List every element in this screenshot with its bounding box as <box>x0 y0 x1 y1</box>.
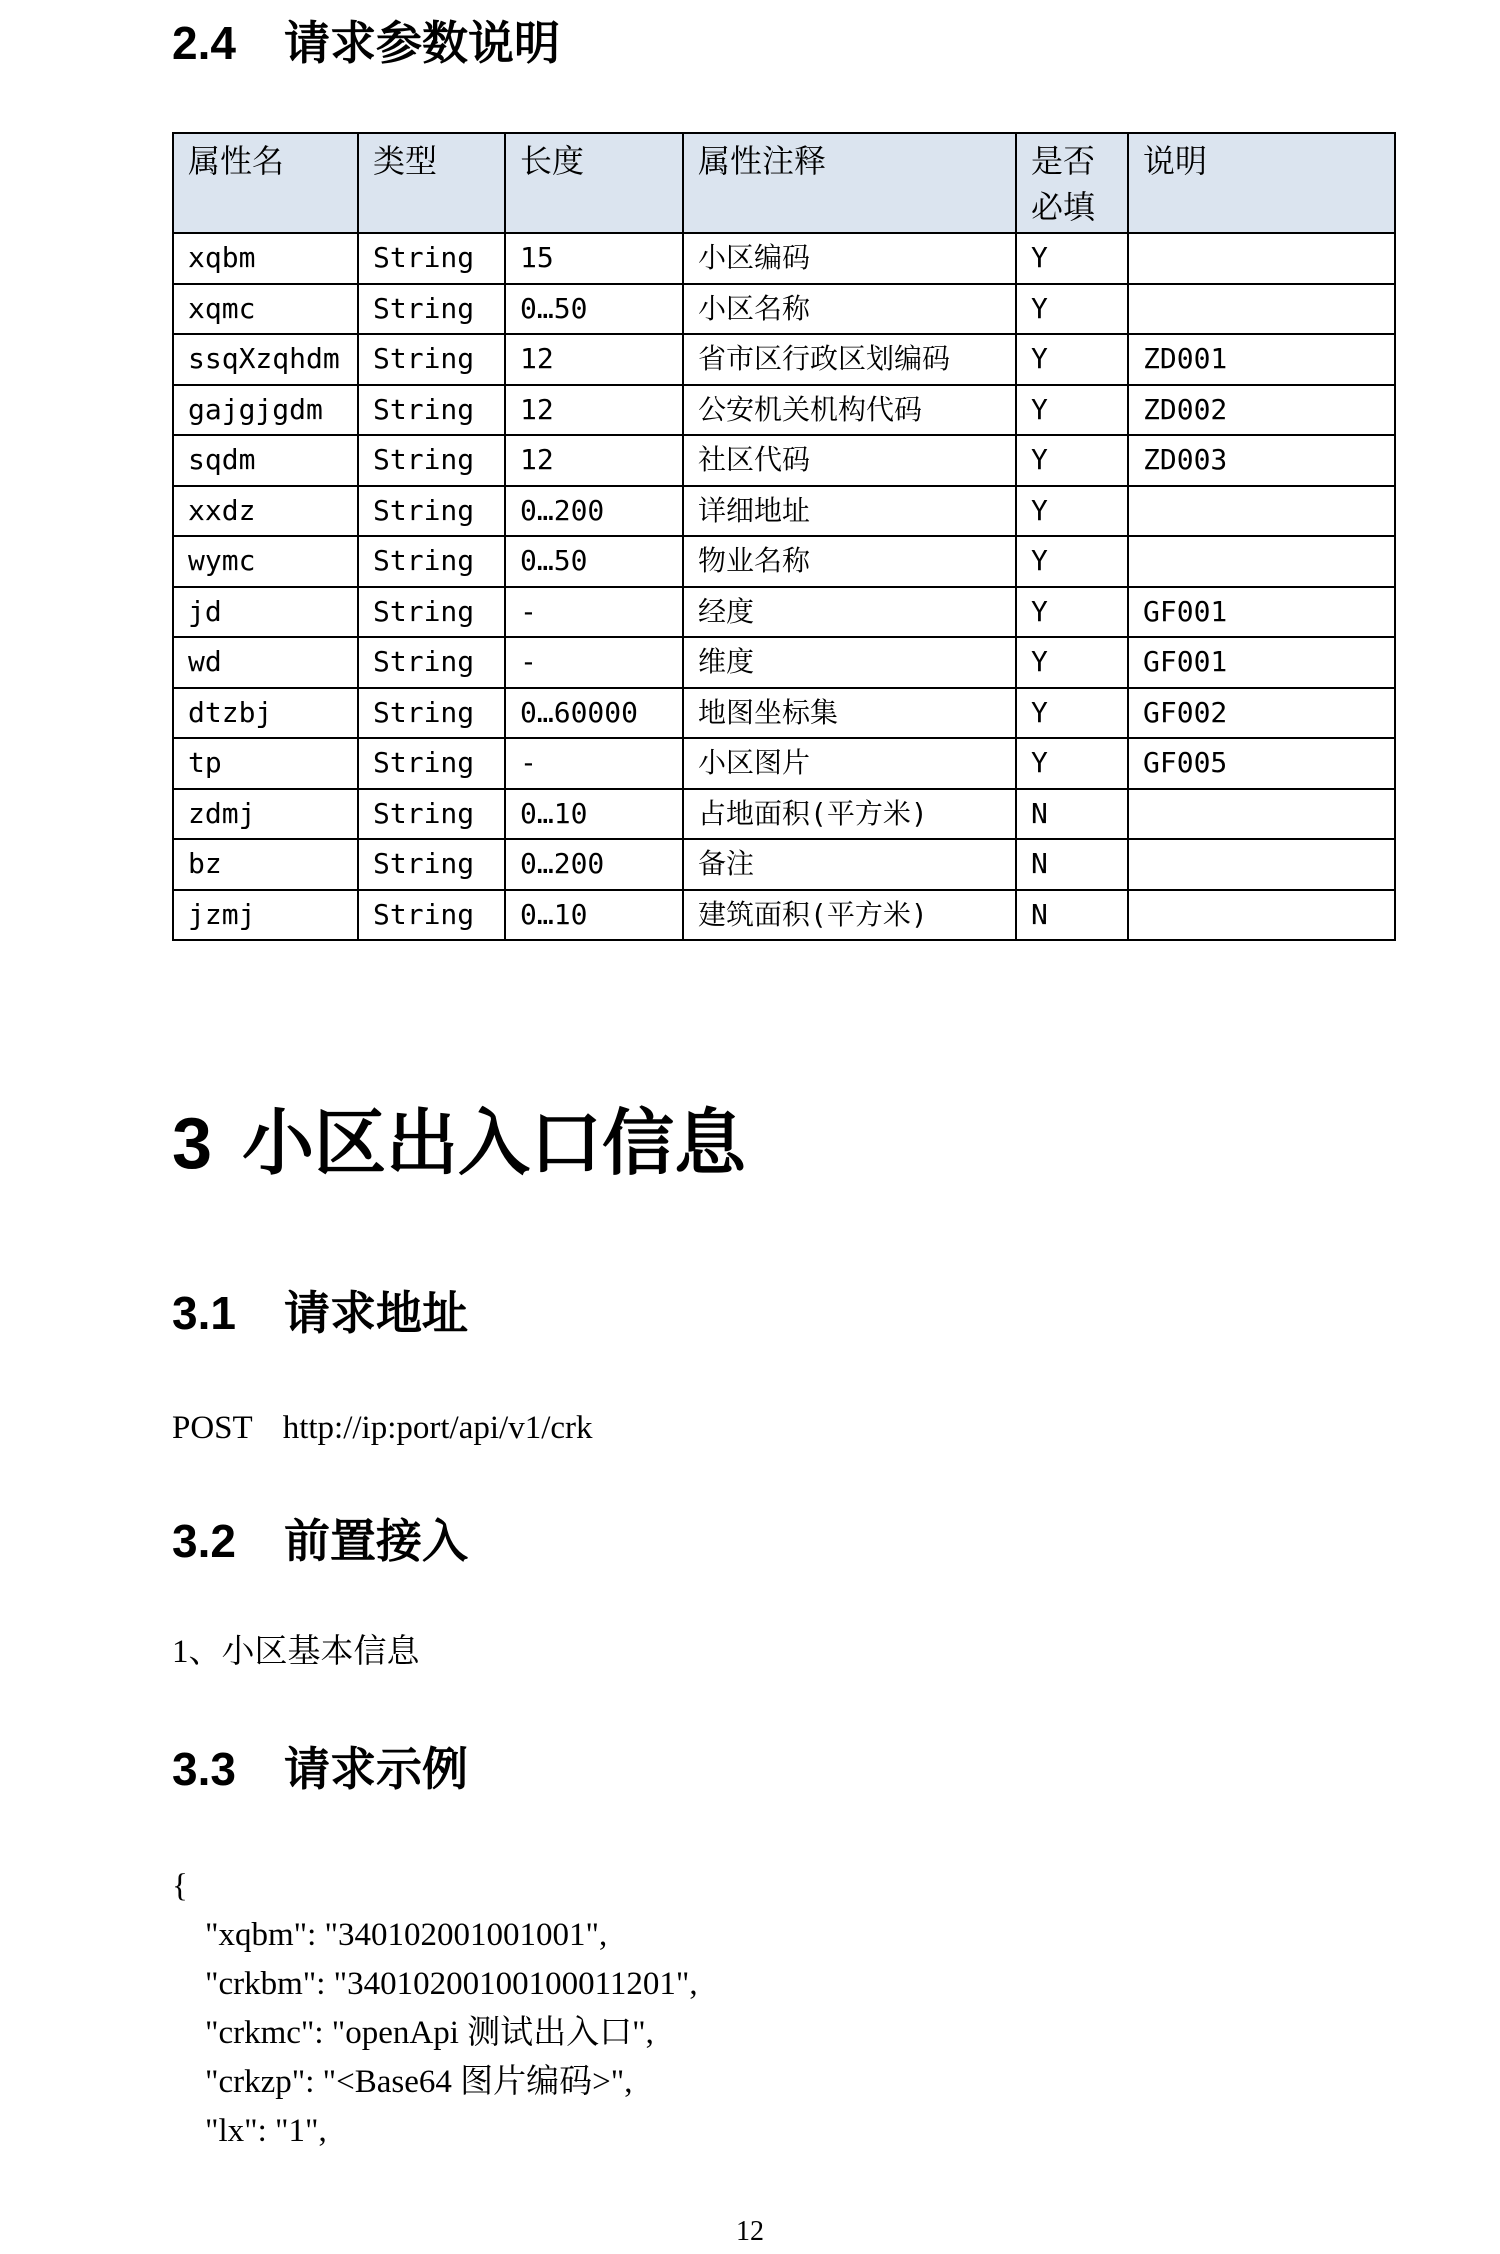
header-attr-comment: 属性注释 <box>683 133 1016 233</box>
section-heading-2-4 <box>172 17 560 69</box>
http-method: POST <box>172 1410 253 1446</box>
cell-attr-name: tp <box>173 738 358 789</box>
table-row <box>173 587 1395 638</box>
table-row <box>173 839 1395 890</box>
request-example-code <box>172 1862 698 2156</box>
table-header-row <box>173 133 1395 233</box>
cell-description: GF005 <box>1128 738 1395 789</box>
cell-required: Y <box>1016 435 1128 486</box>
cell-description <box>1128 890 1395 941</box>
cell-required: Y <box>1016 738 1128 789</box>
table-row <box>173 789 1395 840</box>
cell-description <box>1128 486 1395 537</box>
cell-type: String <box>358 284 505 335</box>
code-line: "xqbm": "340102001001001", <box>172 1917 608 1953</box>
cell-description <box>1128 789 1395 840</box>
code-line: "lx": "1", <box>172 2113 327 2149</box>
table-body <box>173 233 1395 940</box>
header-type: 类型 <box>358 133 505 233</box>
cell-required: Y <box>1016 536 1128 587</box>
cell-type: String <box>358 435 505 486</box>
section-heading-3-1 <box>172 1287 468 1339</box>
table-row <box>173 435 1395 486</box>
cell-length: 0…10 <box>505 890 683 941</box>
code-line: "crkzp": "<Base64 图片编码>", <box>172 2064 633 2100</box>
cell-attr-name: sqdm <box>173 435 358 486</box>
cell-description: ZD001 <box>1128 334 1395 385</box>
request-address-line <box>172 1412 593 1445</box>
cell-attr-comment: 物业名称 <box>683 536 1016 587</box>
cell-description: GF001 <box>1128 637 1395 688</box>
cell-attr-name: xxdz <box>173 486 358 537</box>
cell-description: ZD002 <box>1128 385 1395 436</box>
cell-attr-name: xqbm <box>173 233 358 284</box>
cell-required: Y <box>1016 334 1128 385</box>
table-row <box>173 385 1395 436</box>
cell-description <box>1128 233 1395 284</box>
cell-description: GF001 <box>1128 587 1395 638</box>
cell-length: 12 <box>505 435 683 486</box>
cell-attr-name: gajgjgdm <box>173 385 358 436</box>
section-heading-3-2 <box>172 1515 468 1567</box>
table-row <box>173 890 1395 941</box>
cell-attr-name: jd <box>173 587 358 638</box>
section-number: 3.3 <box>172 1743 236 1795</box>
request-url: http://ip:port/api/v1/crk <box>282 1410 593 1446</box>
request-params-table <box>172 132 1396 941</box>
cell-attr-name: xqmc <box>173 284 358 335</box>
header-length: 长度 <box>505 133 683 233</box>
header-description: 说明 <box>1128 133 1395 233</box>
header-required: 是否 必填 <box>1016 133 1128 233</box>
cell-length: 0…200 <box>505 839 683 890</box>
cell-description <box>1128 284 1395 335</box>
cell-attr-name: jzmj <box>173 890 358 941</box>
section-title: 请求参数说明 <box>284 17 560 69</box>
cell-length: 0…200 <box>505 486 683 537</box>
cell-type: String <box>358 233 505 284</box>
cell-description <box>1128 536 1395 587</box>
cell-length: 12 <box>505 385 683 436</box>
code-line: "crkbm": "34010200100100011201", <box>172 1966 698 2002</box>
cell-attr-comment: 省市区行政区划编码 <box>683 334 1016 385</box>
cell-required: Y <box>1016 284 1128 335</box>
cell-attr-comment: 社区代码 <box>683 435 1016 486</box>
table-row <box>173 486 1395 537</box>
cell-type: String <box>358 486 505 537</box>
cell-length: 0…10 <box>505 789 683 840</box>
cell-type: String <box>358 789 505 840</box>
cell-description <box>1128 839 1395 890</box>
cell-length: 0…50 <box>505 284 683 335</box>
cell-attr-comment: 小区编码 <box>683 233 1016 284</box>
table-row <box>173 284 1395 335</box>
section-title: 前置接入 <box>284 1515 468 1567</box>
cell-length: 0…50 <box>505 536 683 587</box>
cell-attr-comment: 备注 <box>683 839 1016 890</box>
cell-attr-name: dtzbj <box>173 688 358 739</box>
cell-attr-name: zdmj <box>173 789 358 840</box>
cell-attr-comment: 小区名称 <box>683 284 1016 335</box>
table-row <box>173 688 1395 739</box>
cell-length: 15 <box>505 233 683 284</box>
cell-required: Y <box>1016 587 1128 638</box>
code-line: "crkmc": "openApi 测试出入口", <box>172 2015 654 2051</box>
code-line: { <box>172 1868 188 1904</box>
section-number: 3.2 <box>172 1515 236 1567</box>
cell-attr-comment: 建筑面积(平方米) <box>683 890 1016 941</box>
section-number: 3.1 <box>172 1287 236 1339</box>
cell-type: String <box>358 688 505 739</box>
cell-required: Y <box>1016 385 1128 436</box>
section-title: 请求示例 <box>284 1743 468 1795</box>
table-row <box>173 738 1395 789</box>
section-heading-3-3 <box>172 1743 468 1795</box>
table-row <box>173 536 1395 587</box>
section-title: 小区出入口信息 <box>242 1104 747 1184</box>
table-row <box>173 637 1395 688</box>
cell-required: Y <box>1016 688 1128 739</box>
cell-required: Y <box>1016 637 1128 688</box>
cell-type: String <box>358 536 505 587</box>
cell-type: String <box>358 334 505 385</box>
header-attr-name: 属性名 <box>173 133 358 233</box>
page-number: 12 <box>736 2216 764 2247</box>
cell-attr-comment: 小区图片 <box>683 738 1016 789</box>
cell-required: N <box>1016 839 1128 890</box>
section-number: 2.4 <box>172 17 236 69</box>
cell-required: N <box>1016 890 1128 941</box>
cell-length: - <box>505 738 683 789</box>
cell-length: - <box>505 587 683 638</box>
cell-required: N <box>1016 789 1128 840</box>
pre-access-item: 1、小区基本信息 <box>172 1634 420 1670</box>
cell-attr-name: bz <box>173 839 358 890</box>
cell-attr-comment: 经度 <box>683 587 1016 638</box>
table-row <box>173 233 1395 284</box>
cell-attr-name: wymc <box>173 536 358 587</box>
section-number: 3 <box>172 1104 213 1184</box>
section-heading-3 <box>172 1104 747 1184</box>
cell-attr-name: wd <box>173 637 358 688</box>
section-title: 请求地址 <box>284 1287 468 1339</box>
cell-length: 12 <box>505 334 683 385</box>
cell-required: Y <box>1016 233 1128 284</box>
cell-attr-name: ssqXzqhdm <box>173 334 358 385</box>
cell-type: String <box>358 385 505 436</box>
cell-description: ZD003 <box>1128 435 1395 486</box>
cell-attr-comment: 公安机关机构代码 <box>683 385 1016 436</box>
table-row <box>173 334 1395 385</box>
cell-length: 0…60000 <box>505 688 683 739</box>
cell-type: String <box>358 839 505 890</box>
cell-attr-comment: 详细地址 <box>683 486 1016 537</box>
cell-attr-comment: 维度 <box>683 637 1016 688</box>
cell-type: String <box>358 637 505 688</box>
cell-type: String <box>358 738 505 789</box>
cell-attr-comment: 地图坐标集 <box>683 688 1016 739</box>
cell-attr-comment: 占地面积(平方米) <box>683 789 1016 840</box>
cell-type: String <box>358 587 505 638</box>
cell-type: String <box>358 890 505 941</box>
cell-length: - <box>505 637 683 688</box>
cell-required: Y <box>1016 486 1128 537</box>
cell-description: GF002 <box>1128 688 1395 739</box>
